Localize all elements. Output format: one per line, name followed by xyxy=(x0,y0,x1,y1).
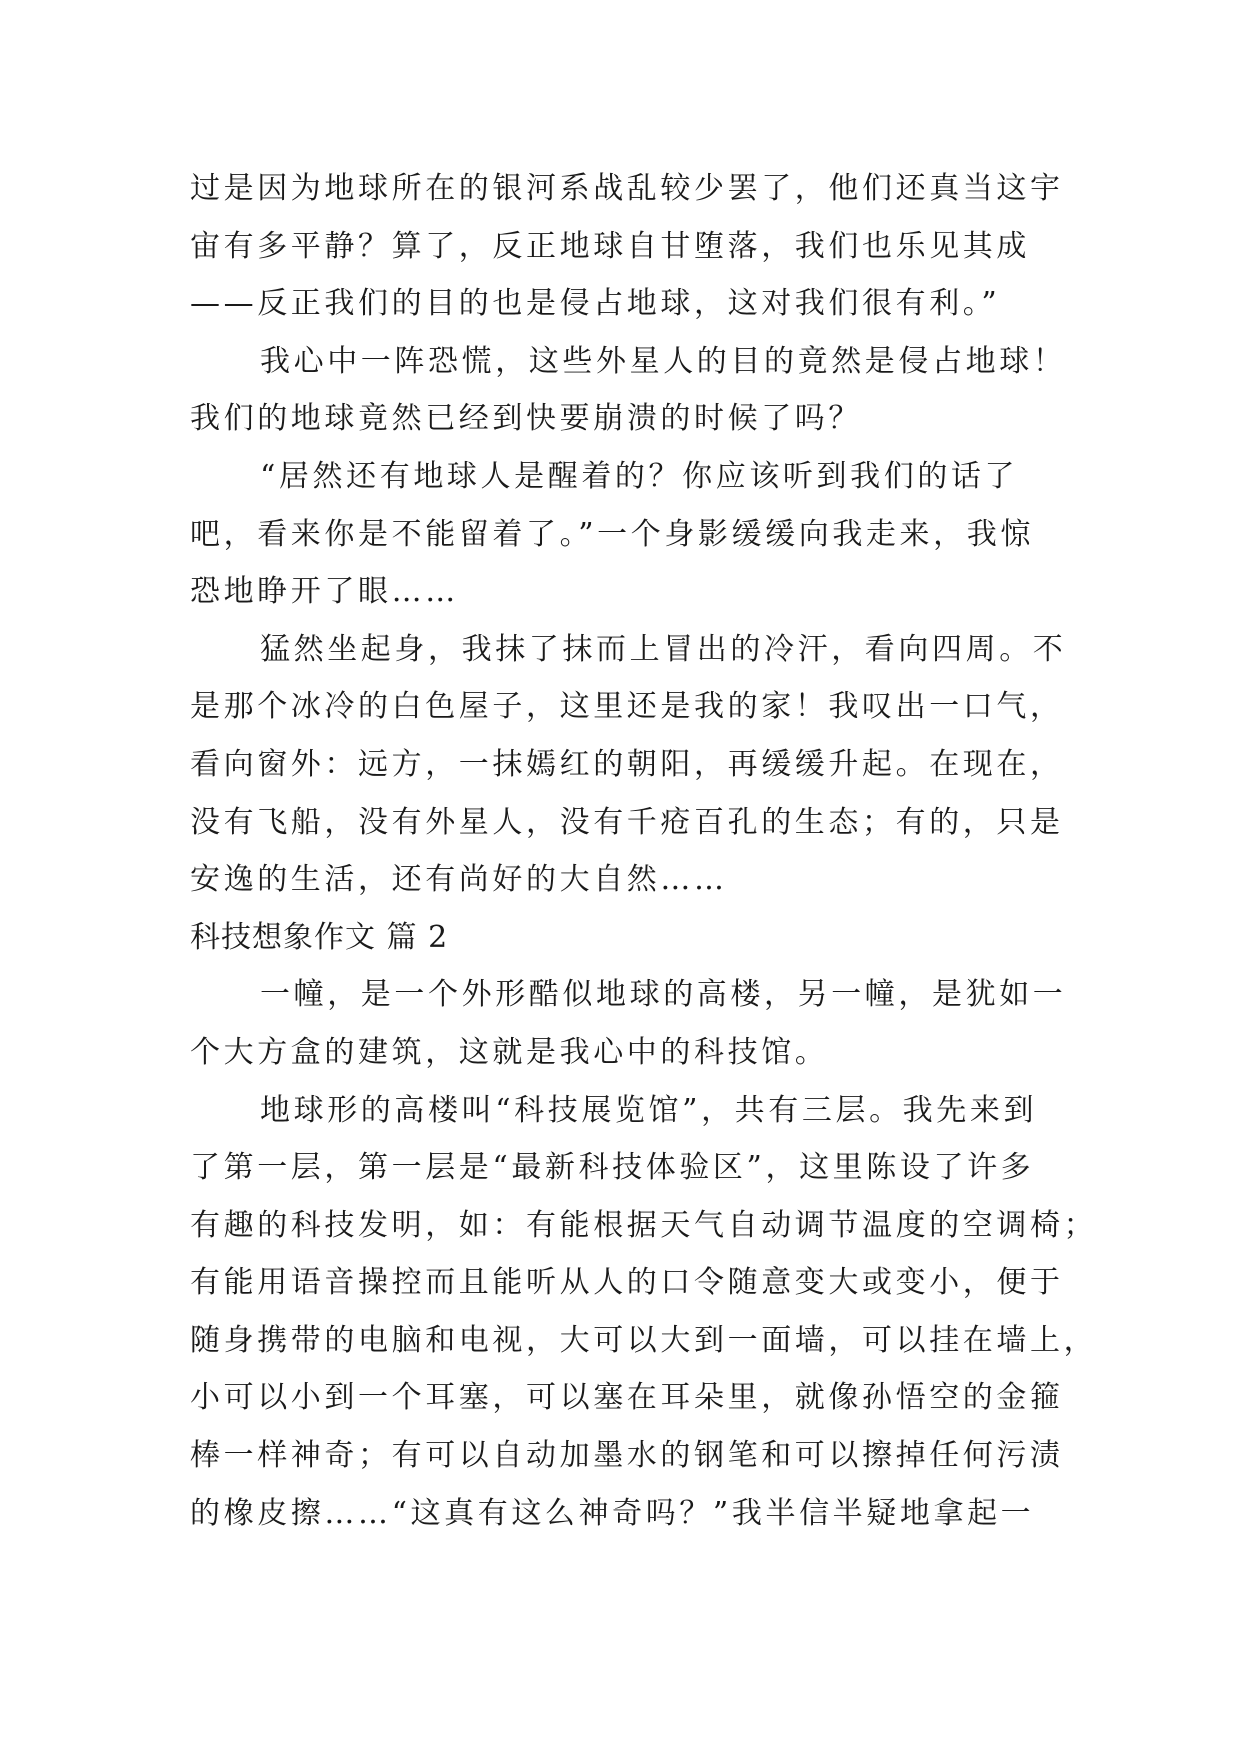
text-line: 恐地睁开了眼…… xyxy=(190,574,459,610)
text-line: 地球形的高楼叫“科技展览馆”，共有三层。我先来到 xyxy=(260,1092,1038,1128)
section-heading: 科技想象作文 篇 2 xyxy=(190,919,449,955)
text-line: “居然还有地球人是醒着的？你应该听到我们的话了 xyxy=(260,458,1019,494)
text-line: 我们的地球竟然已经到快要崩溃的时候了吗？ xyxy=(190,401,862,437)
text-line: 一幢，是一个外形酷似地球的高楼，另一幢，是犹如一 xyxy=(260,977,1067,1013)
text-line: 小可以小到一个耳塞，可以塞在耳朵里，就像孙悟空的金箍 xyxy=(190,1380,1064,1416)
text-line: 的橡皮擦……“这真有这么神奇吗？”我半信半疑地拿起一 xyxy=(190,1495,1035,1531)
text-line: 看向窗外：远方，一抹嫣红的朝阳，再缓缓升起。在现在， xyxy=(190,746,1064,782)
text-line: 宙有多平静？算了，反正地球自甘堕落，我们也乐见其成 xyxy=(190,228,1030,264)
text-line: 猛然坐起身，我抹了抹而上冒出的冷汗，看向四周。不 xyxy=(260,631,1067,667)
text-line: 没有飞船，没有外星人，没有千疮百孔的生态；有的，只是 xyxy=(190,804,1064,840)
text-line: 有趣的科技发明，如：有能根据天气自动调节温度的空调椅； xyxy=(190,1207,1098,1243)
text-line: 安逸的生活，还有尚好的大自然…… xyxy=(190,862,728,898)
document-page xyxy=(190,160,1098,1542)
text-line: 是那个冰冷的白色屋子，这里还是我的家！我叹出一口气， xyxy=(190,689,1064,725)
text-line: 吧，看来你是不能留着了。”一个身影缓缓向我走来，我惊 xyxy=(190,516,1034,552)
text-line: 棒一样神奇；有可以自动加墨水的钢笔和可以擦掉任何污渍 xyxy=(190,1438,1064,1474)
text-line: ——反正我们的目的也是侵占地球，这对我们很有利。” xyxy=(190,286,1001,322)
text-line: 有能用语音操控而且能听从人的口令随意变大或变小，便于 xyxy=(190,1265,1064,1301)
text-line: 了第一层，第一层是“最新科技体验区”，这里陈设了许多 xyxy=(190,1150,1035,1186)
text-line: 我心中一阵恐慌，这些外星人的目的竟然是侵占地球！ xyxy=(260,343,1067,379)
text-line: 过是因为地球所在的银河系战乱较少罢了，他们还真当这宇 xyxy=(190,171,1064,206)
text-line: 随身携带的电脑和电视，大可以大到一面墙，可以挂在墙上， xyxy=(190,1322,1098,1358)
text-line: 个大方盒的建筑，这就是我心中的科技馆。 xyxy=(190,1034,829,1070)
